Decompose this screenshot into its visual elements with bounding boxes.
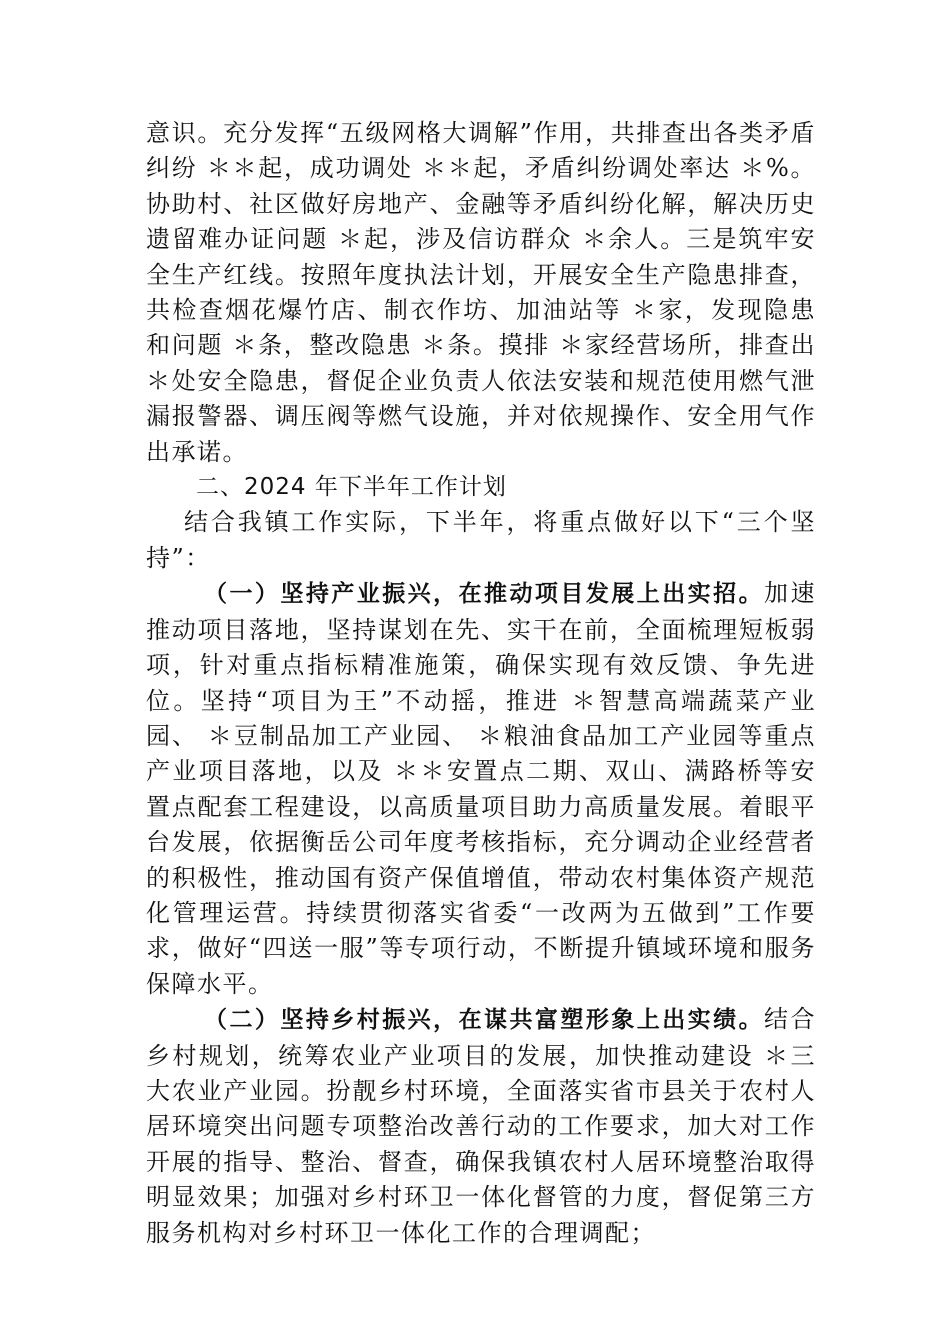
paragraph-safety-summary: 意识。充分发挥“五级网格大调解”作用，共排查出各类矛盾纠纷 ＊＊起，成功调处 ＊＊起，矛盾纠纷调处率达 ＊%。协助村、社区做好房地产、金融等矛盾纠纷化解，解决历史遗留难办证问题 ＊起，涉及信访群众 ＊余人。三是筑牢安全生产红线。按照年度执法计划，开展安全生产隐患排查，共检查烟花爆竹店、制衣作坊、加油站等 ＊家，发现隐患和问题 ＊条，整改隐患 ＊条。摸排 ＊家经营场所，排查出 ＊处安全隐患，督促企业负责人依法安装和规范使用燃气泄漏报警器、调压阀等燃气设施，并对依规操作、安全用气作出承诺。 — [146, 119, 816, 466]
paragraph-industry-revitalization — [146, 576, 816, 1002]
paragraph-industry-body: 加速推动项目落地，坚持谋划在先、实干在前，全面梳理短板弱项，针对重点指标精准施策，确保实现有效反馈、争先进位。坚持“项目为王”不动摇，推进 ＊智慧高端蔬菜产业园、 ＊豆制品加工产业园、 ＊粮油食品加工产业园等重点产业项目落地，以及 ＊＊安置点二期、双山、满路桥等安置点配套工程建设，以高质量项目助力高质量发展。着眼平台发展，依据衡岳公司年度考核指标，充分调动企业经营者的积极性，推动国有资产保值增值，带动农村集体资产规范化管理运营。持续贯彻落实省委“一改两为五做到”工作要求，做好“四送一服”等专项行动，不断提升镇域环境和服务保障水平。 — [146, 579, 817, 998]
paragraph-rural-revitalization — [146, 1002, 816, 1251]
section-heading-plan: 二、2024 年下半年工作计划 — [196, 474, 507, 501]
subheading-industry-revitalization: （一）坚持产业振兴，在推动项目发展上出实招。 — [204, 581, 765, 608]
subheading-rural-revitalization: （二）坚持乡村振兴，在谋共富塑形象上出实绩。 — [204, 1007, 765, 1034]
paragraph-plan-intro: 结合我镇工作实际，下半年，将重点做好以下“三个坚持”： — [146, 508, 816, 572]
paragraph-rural-body: 结合乡村规划，统筹农业产业项目的发展，加快推动建设 ＊三大农业产业园。扮靓乡村环境，全面落实省市县关于农村人居环境突出问题专项整治改善行动的工作要求，加大对工作开展的指导、整治、督查，确保我镇农村人居环境整治取得明显效果；加强对乡村环卫一体化督管的力度，督促第三方服务机构对乡村环卫一体化工作的合理调配； — [146, 1005, 817, 1247]
document-body — [146, 116, 816, 1251]
